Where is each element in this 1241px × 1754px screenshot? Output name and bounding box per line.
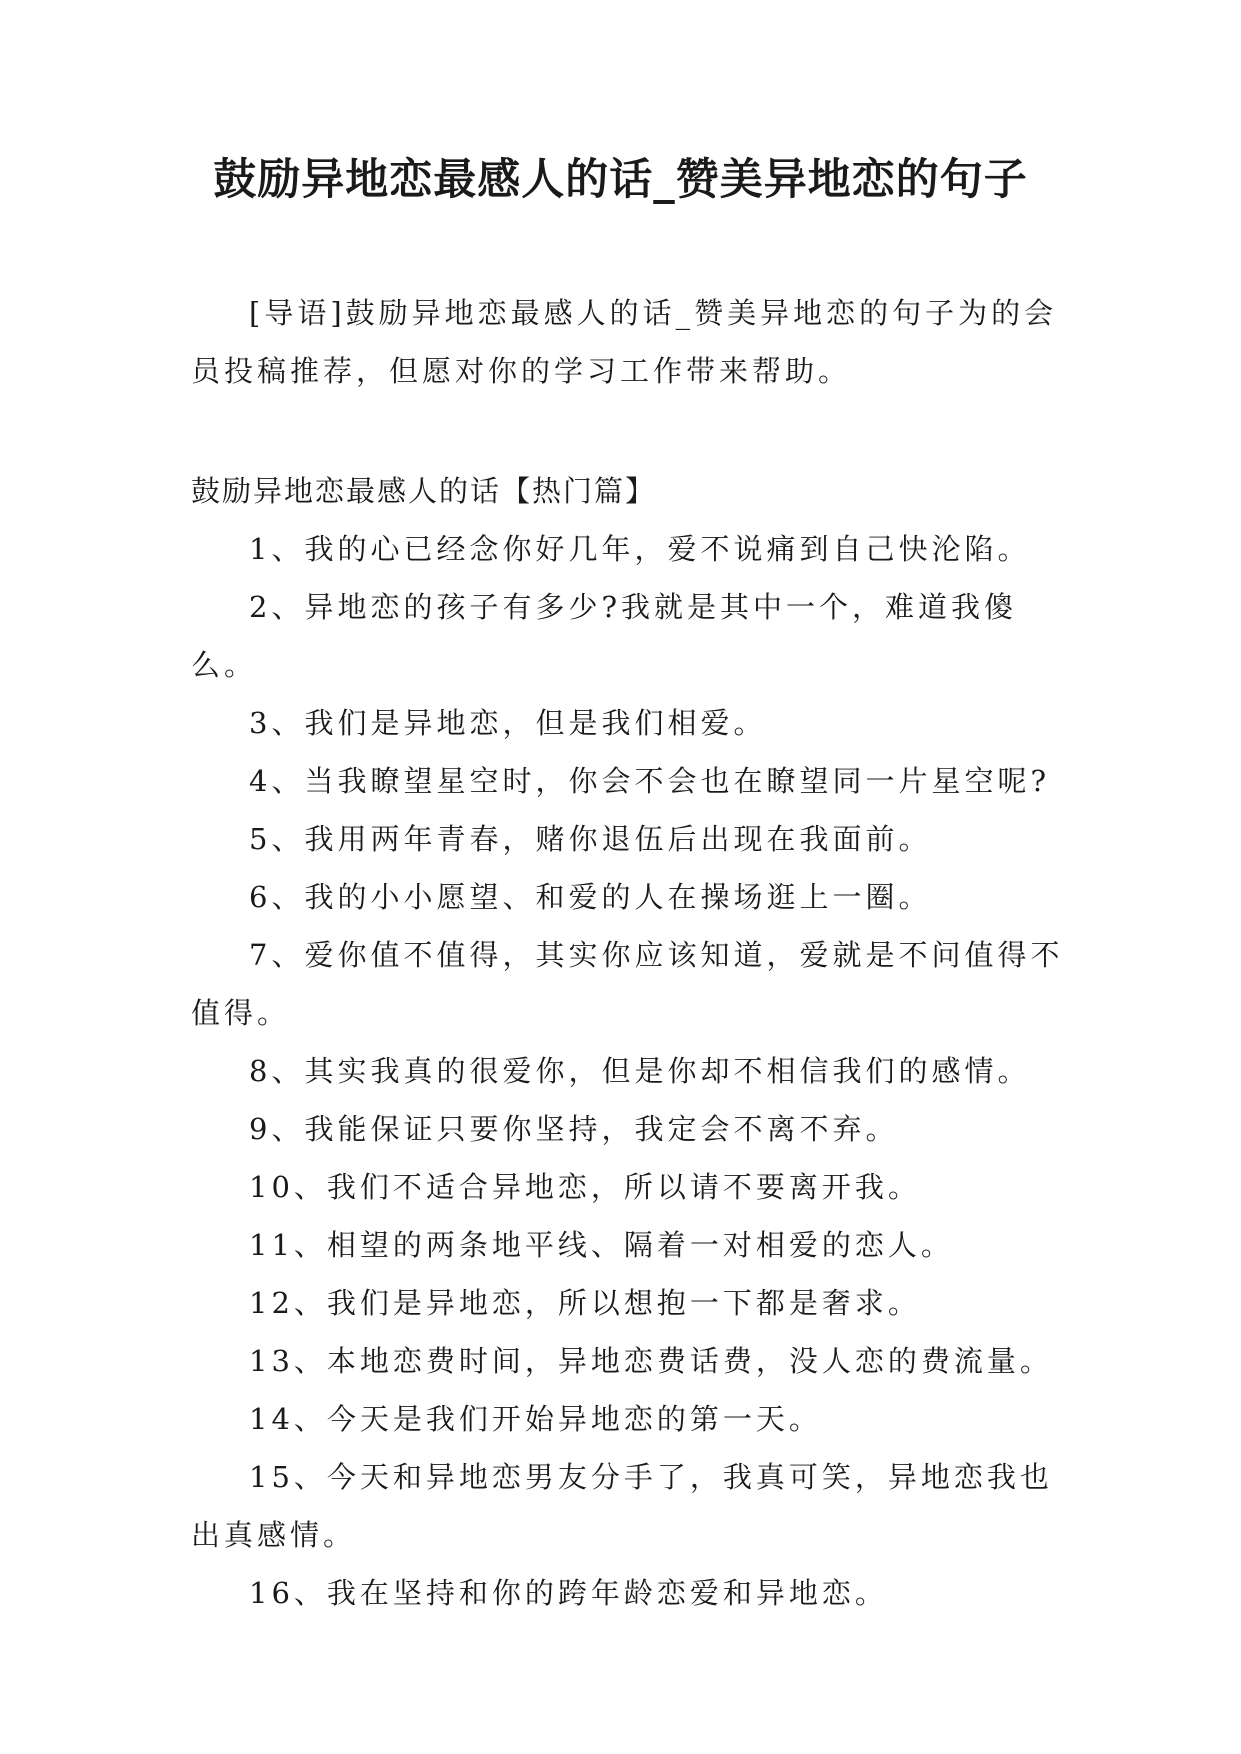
section-heading: 鼓励异地恋最感人的话【热门篇】 <box>191 474 657 508</box>
quote-item: 13、本地恋费时间，异地恋费话费，没人恋的费流量。 <box>249 1344 1053 1378</box>
quote-item: 3、我们是异地恋，但是我们相爱。 <box>249 706 767 740</box>
quote-item: 8、其实我真的很爱你，但是你却不相信我们的感情。 <box>249 1054 1031 1088</box>
quote-item: 14、今天是我们开始异地恋的第一天。 <box>249 1402 822 1436</box>
quote-item: 4、当我瞭望星空时，你会不会也在瞭望同一片星空呢? <box>249 764 1050 798</box>
quote-item: 1、我的心已经念你好几年，爱不说痛到自己快沦陷。 <box>249 532 1031 566</box>
quote-item: 9、我能保证只要你坚持，我定会不离不弃。 <box>249 1112 899 1146</box>
quote-item: 6、我的小小愿望、和爱的人在操场逛上一圈。 <box>249 880 932 914</box>
intro-paragraph: [导语]鼓励异地恋最感人的话_赞美异地恋的句子为的会员投稿推荐，但愿对你的学习工作带来帮助。 <box>191 296 1058 388</box>
quote-item: 2、异地恋的孩子有多少?我就是其中一个，难道我傻么。 <box>191 590 1017 682</box>
quote-item: 7、爱你值不值得，其实你应该知道，爱就是不问值得不值得。 <box>191 938 1064 1030</box>
quote-item: 10、我们不适合异地恋，所以请不要离开我。 <box>249 1170 921 1204</box>
quote-item: 16、我在坚持和你的跨年龄恋爱和异地恋。 <box>249 1576 888 1610</box>
quote-item: 15、今天和异地恋男友分手了，我真可笑，异地恋我也出真感情。 <box>191 1460 1053 1552</box>
quote-item: 5、我用两年青春，赌你退伍后出现在我面前。 <box>249 822 932 856</box>
document-title: 鼓励异地恋最感人的话_赞美异地恋的句子 <box>213 155 1028 205</box>
quote-item: 12、我们是异地恋，所以想抱一下都是奢求。 <box>249 1286 921 1320</box>
quote-list <box>191 520 1071 1622</box>
quote-item: 11、相望的两条地平线、隔着一对相爱的恋人。 <box>249 1228 954 1262</box>
